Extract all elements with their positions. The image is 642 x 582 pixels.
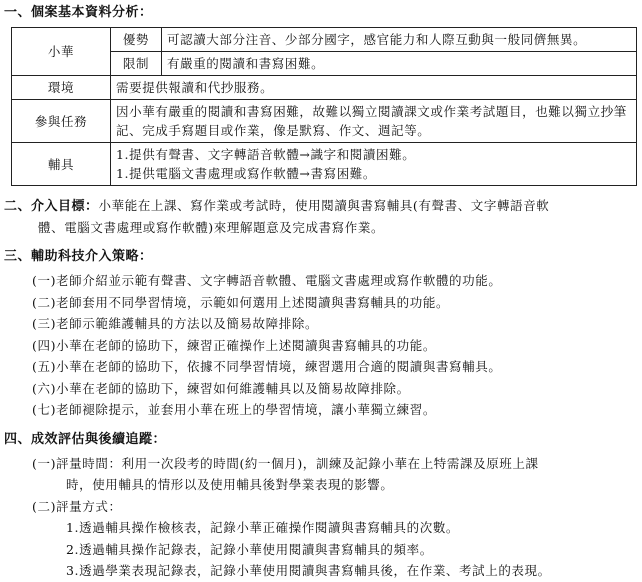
method-list [66, 517, 636, 582]
list-item: 2.透過輔具操作記錄表，記錄小華使用閱讀與書寫輔具的頻率。 [66, 541, 433, 557]
aid-item: 1.提供電腦文書處理或寫作軟體→書寫困難。 [116, 166, 377, 181]
section2-text-line2: 體、電腦文書處理或寫作軟體)來理解題意及完成書寫作業。 [38, 220, 385, 235]
student-label: 小華 [12, 28, 111, 76]
list-item: (四)小華在老師的協助下，練習正確操作上述閱讀與書寫輔具的功能。 [32, 337, 436, 353]
limit-text: 有嚴重的閱讀和書寫困難。 [162, 52, 637, 76]
list-item: (一)老師介紹並示範有聲書、文字轉語音軟體、電腦文書處理或寫作軟體的功能。 [32, 273, 502, 288]
aid-cell [111, 143, 637, 186]
strength-text: 可認讀大部分注音、少部分國字，感官能力和人際互動與一般同儕無異。 [162, 28, 637, 52]
aid-item: 1.提供有聲書、文字轉語音軟體→識字和閱讀困難。 [116, 147, 416, 162]
section3-heading: 三、輔助科技介入策略： [4, 249, 153, 264]
list-item: (三)老師示範維護輔具的方法以及簡易故障排除。 [32, 316, 319, 331]
strategy-list [32, 270, 636, 421]
section4-heading: 四、成效評估與後續追蹤： [4, 431, 167, 447]
eval-time-line2: 時，使用輔具的情形以及使用輔具後對學業表現的影響。 [66, 477, 394, 492]
list-item: 3.透過學業表現記錄表，記錄小華使用閱讀與書寫輔具後，在作業、考試上的表現。 [66, 563, 551, 578]
aid-label: 輔具 [12, 143, 111, 186]
section2-text-line1: 小華能在上課、寫作業或考試時，使用閱讀與書寫輔具(有聲書、文字轉語音軟 [98, 198, 550, 213]
list-item: (七)老師褪除提示，並套用小華在班上的學習情境，讓小華獨立練習。 [32, 402, 436, 417]
list-item: (二)老師套用不同學習情境，示範如何選用上述閱讀與書寫輔具的功能。 [32, 294, 450, 310]
evaluation-list [32, 453, 636, 582]
env-label: 環境 [12, 76, 111, 100]
list-item: 1.透過輔具操作檢核表，記錄小華正確操作閱讀與書寫輔具的次數。 [66, 520, 460, 535]
list-item: (六)小華在老師的協助下，練習如何維護輔具以及簡易故障排除。 [32, 380, 410, 396]
list-item: (五)小華在老師的協助下，依據不同學習情境，練習選用合適的閱讀與書寫輔具。 [32, 359, 502, 374]
limit-label: 限制 [111, 52, 162, 76]
task-text: 因小華有嚴重的閱讀和書寫困難，故難以獨立閱讀課文或作業考試題目，也難以獨立抄筆記、完成手寫題目或作業，像是默寫、作文、週記等。 [111, 100, 637, 143]
eval-time-line1: (一)評量時間：利用一次段考的時間(約一個月)，訓練及記錄小華在上特需課及原班上課 [32, 455, 539, 471]
eval-method-heading: (二)評量方式： [32, 498, 122, 514]
task-label: 參與任務 [12, 100, 111, 143]
case-info-table [11, 27, 637, 186]
section1-heading: 一、個案基本資料分析： [4, 5, 153, 20]
section2 [4, 195, 636, 238]
section2-heading: 二、介入目標： [4, 199, 99, 214]
env-text: 需要提供報讀和代抄服務。 [111, 76, 637, 100]
strength-label: 優勢 [111, 28, 162, 52]
document-page [4, 3, 636, 582]
